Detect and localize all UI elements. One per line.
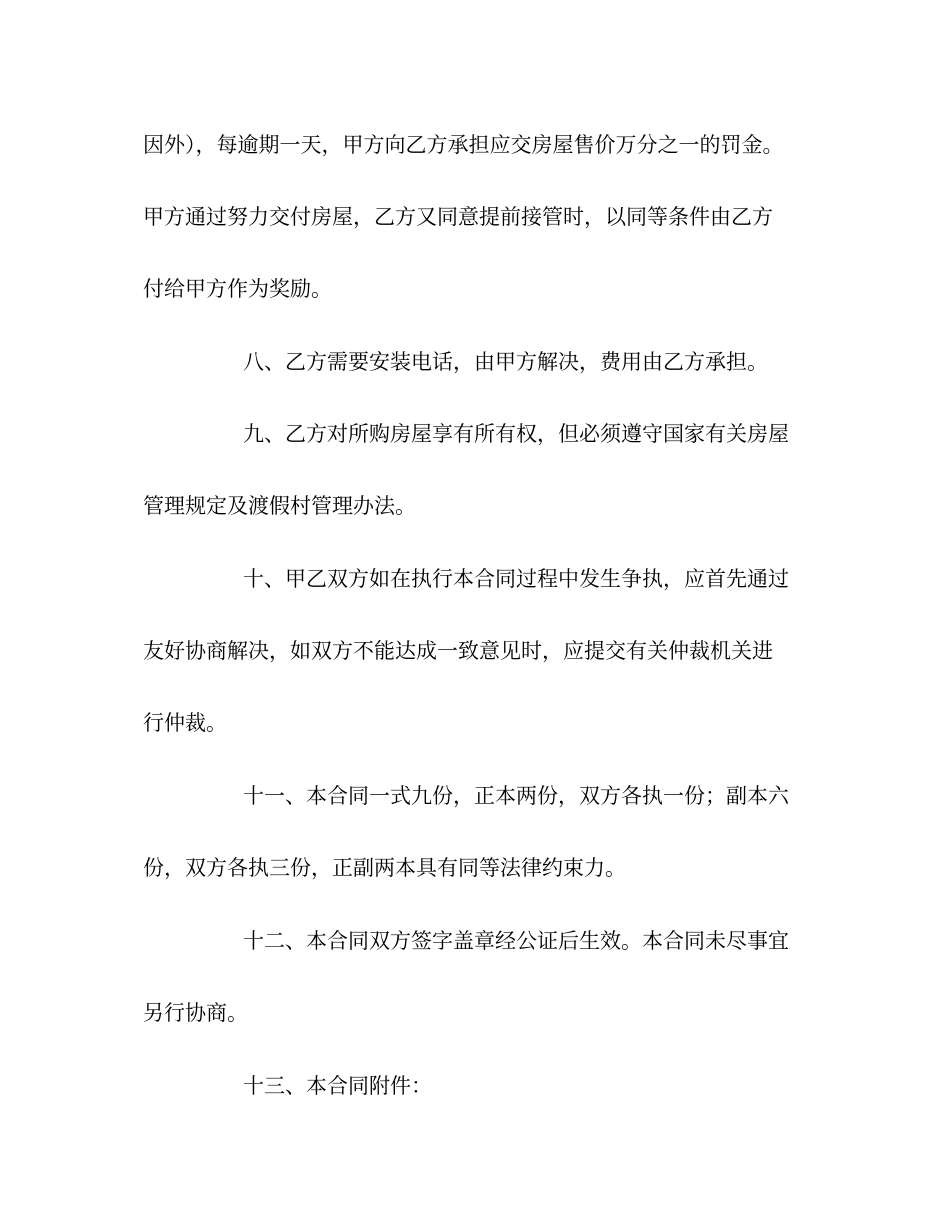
text-line: 因外），每逾期一天，甲方向乙方承担应交房屋售价万分之一的罚金。 <box>143 133 784 157</box>
clause-13: 十三、本合同附件： <box>243 1074 432 1098</box>
text-line: 付给甲方作为奖励。 <box>143 277 332 301</box>
clause-10: 十、甲乙双方如在执行本合同过程中发生争执，应首先通过 <box>243 567 789 591</box>
text-line: 友好协商解决，如双方不能达成一致意见时，应提交有关仲裁机关进 <box>143 639 773 663</box>
clause-8: 八、乙方需要安装电话，由甲方解决，费用由乙方承担。 <box>243 350 768 374</box>
clause-11: 十一、本合同一式九份，正本两份，双方各执一份；副本六 <box>243 784 789 808</box>
text-line: 甲方通过努力交付房屋，乙方又同意提前接管时，以同等条件由乙方 <box>143 205 773 229</box>
text-line: 份，双方各执三份，正副两本具有同等法律约束力。 <box>143 856 626 880</box>
clause-9: 九、乙方对所购房屋享有所有权，但必须遵守国家有关房屋 <box>243 422 789 446</box>
clause-12: 十二、本合同双方签字盖章经公证后生效。本合同未尽事宜 <box>243 929 789 953</box>
text-line: 管理规定及渡假村管理办法。 <box>143 494 416 518</box>
text-line: 行仲裁。 <box>143 711 227 735</box>
text-line: 另行协商。 <box>143 1001 248 1025</box>
